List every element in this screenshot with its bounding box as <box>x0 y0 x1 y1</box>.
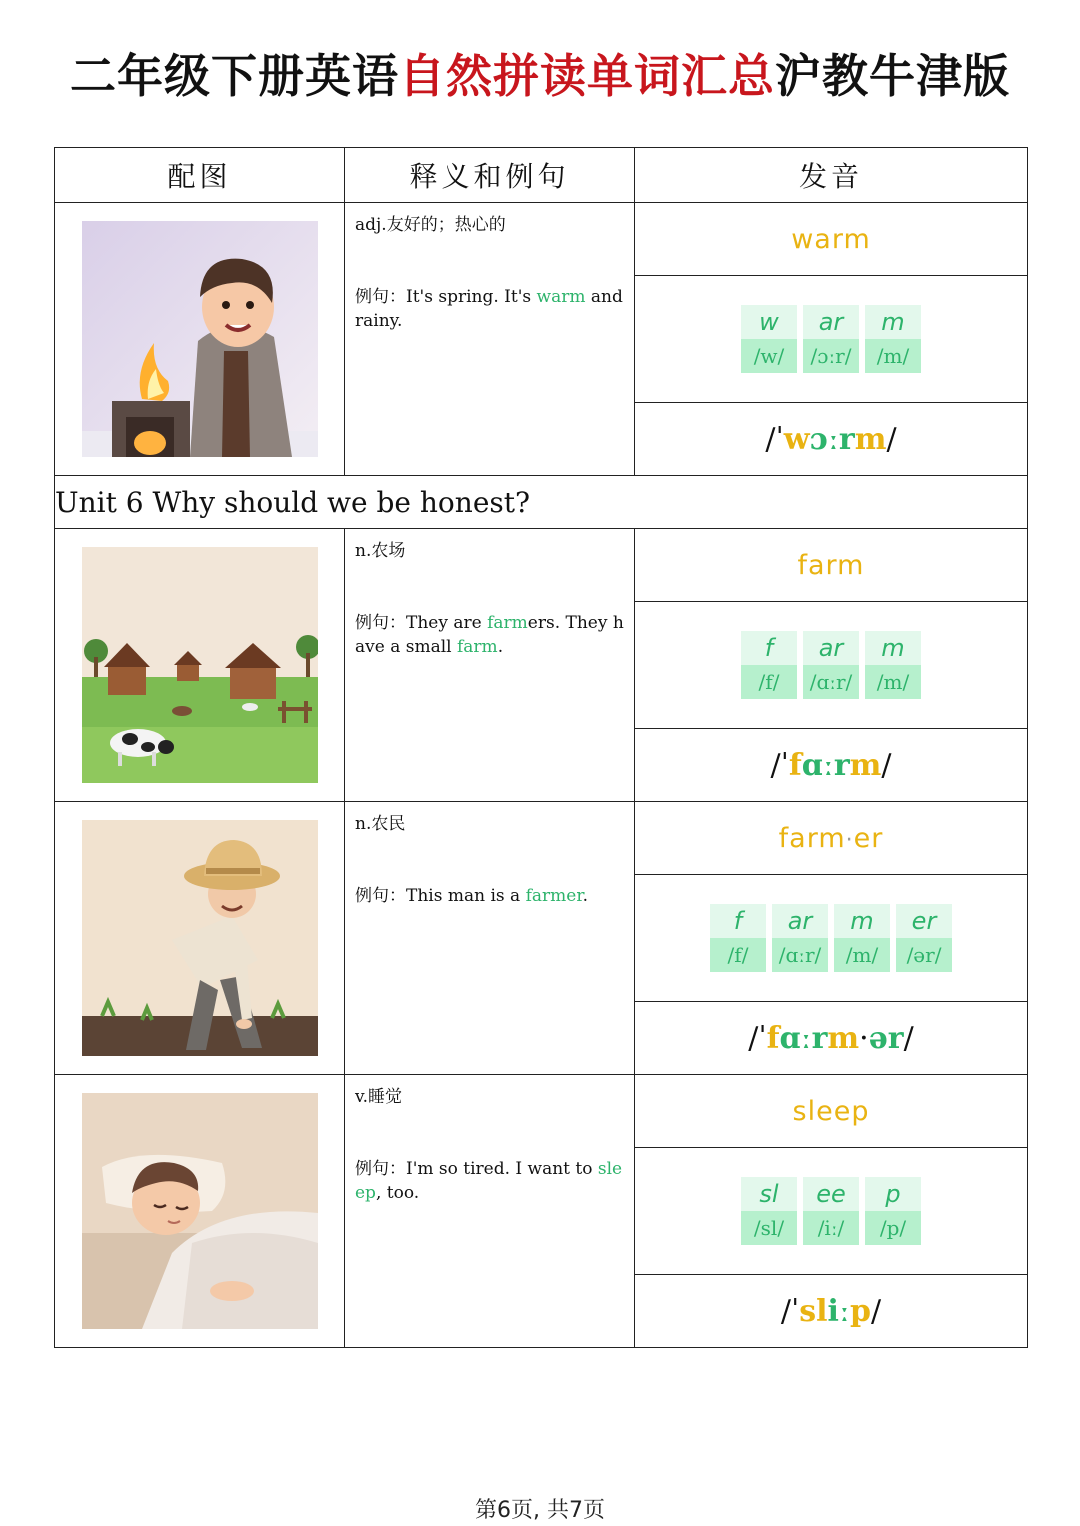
tile-letters: w <box>741 305 797 339</box>
header-image: 配图 <box>55 148 345 203</box>
ipa-part: iː <box>827 1293 851 1329</box>
entry-row <box>55 802 1028 875</box>
ipa-part: m <box>854 421 887 457</box>
ipa-part: /ˈ <box>770 747 789 783</box>
word-syllable: er <box>853 822 884 854</box>
example-prefix: 例句： <box>355 886 406 906</box>
ipa-part: ɑːr <box>801 747 850 783</box>
tile-letters: ar <box>803 305 859 339</box>
tile-letters: sl <box>741 1177 797 1211</box>
entry-row <box>55 1075 1028 1148</box>
tile-phoneme: /m/ <box>865 665 921 699</box>
example-text: They are <box>406 613 488 633</box>
example-prefix: 例句： <box>355 287 406 307</box>
title-part-2: 自然拼读单词汇总 <box>399 49 775 103</box>
ipa-part: ɑːr <box>779 1020 828 1056</box>
ipa-transcription <box>781 1294 881 1329</box>
phonics-tile <box>865 1177 921 1245</box>
meaning-text: adj.友好的；热心的 <box>355 215 506 235</box>
example-sentence <box>355 611 624 659</box>
tile-phoneme: /ɔːr/ <box>803 339 859 373</box>
example-prefix: 例句： <box>355 613 406 633</box>
tile-letters: ar <box>803 631 859 665</box>
word-spelling <box>779 823 884 854</box>
ipa-part: ɔːr <box>809 421 855 457</box>
word-cell <box>635 203 1028 276</box>
meaning-cell <box>345 802 635 1075</box>
example-highlight: farm <box>487 613 528 633</box>
meaning-cell <box>345 203 635 476</box>
ipa-part: f <box>788 747 802 783</box>
ipa-cell <box>635 729 1028 802</box>
tile-phoneme: /ɑːr/ <box>803 665 859 699</box>
example-text: and rainy. <box>355 287 623 331</box>
image-cell <box>55 1075 345 1348</box>
title-part-3: 沪教牛津版 <box>775 49 1010 103</box>
entry-row <box>55 529 1028 602</box>
word-spelling: sleep <box>792 1095 870 1127</box>
ipa-part: f <box>766 1020 780 1056</box>
example-text: It's spring. It's <box>406 287 537 307</box>
vocab-table <box>54 147 1028 1348</box>
meaning-text: n.农场 <box>355 541 406 561</box>
ipa-part: m <box>849 747 882 783</box>
image-cell <box>55 802 345 1075</box>
ipa-transcription <box>771 748 892 783</box>
phonics-tiles-cell <box>635 875 1028 1002</box>
phonics-tile <box>741 631 797 699</box>
header-meaning: 释义和例句 <box>345 148 635 203</box>
example-sentence <box>355 285 624 333</box>
phonics-tiles-cell <box>635 602 1028 729</box>
sleeping-boy-image <box>82 1093 318 1329</box>
phonics-tile <box>896 904 952 972</box>
phonics-tile <box>865 631 921 699</box>
ipa-part: /ˈ <box>780 1293 800 1329</box>
word-spelling: warm <box>791 223 871 255</box>
phonics-tiles-cell <box>635 1148 1028 1275</box>
boy-by-fire-image <box>82 221 318 457</box>
phonics-tile <box>741 1177 797 1245</box>
example-highlight: farm <box>457 637 498 657</box>
word-syllable: farm <box>778 822 846 854</box>
phonics-tile <box>803 1177 859 1245</box>
header-sound: 发音 <box>635 148 1028 203</box>
tile-letters: er <box>896 904 952 938</box>
tile-letters: p <box>865 1177 921 1211</box>
tile-letters: ee <box>803 1177 859 1211</box>
tile-letters: m <box>865 305 921 339</box>
ipa-cell <box>635 1002 1028 1075</box>
phonics-tile <box>741 305 797 373</box>
ipa-part: / <box>881 747 892 783</box>
example-text: This man is a <box>406 886 526 906</box>
tile-phoneme: /m/ <box>865 339 921 373</box>
ipa-transcription <box>748 1021 913 1056</box>
tile-letters: f <box>741 631 797 665</box>
phonics-tile <box>865 305 921 373</box>
tile-phoneme: /iː/ <box>803 1211 859 1245</box>
page-number: 第6页, 共7页 <box>475 1498 605 1523</box>
ipa-cell <box>635 1275 1028 1348</box>
ipa-part: / <box>886 421 897 457</box>
ipa-part: sl <box>799 1293 828 1329</box>
example-sentence <box>355 1157 624 1205</box>
tile-letters: ar <box>772 904 828 938</box>
tile-letters: m <box>834 904 890 938</box>
meaning-cell <box>345 529 635 802</box>
ipa-part: m <box>827 1020 860 1056</box>
ipa-part: / <box>871 1293 882 1329</box>
farmer-image <box>82 820 318 1056</box>
tile-phoneme: /ər/ <box>896 938 952 972</box>
entry-row <box>55 203 1028 276</box>
word-cell <box>635 802 1028 875</box>
farm-image <box>82 547 318 783</box>
unit-heading-row <box>55 476 1028 529</box>
ipa-part: / <box>903 1020 914 1056</box>
example-highlight: farmer <box>525 886 583 906</box>
example-highlight: warm <box>536 287 586 307</box>
image-cell <box>55 529 345 802</box>
meaning-cell <box>345 1075 635 1348</box>
word-cell <box>635 529 1028 602</box>
title-part-1: 二年级下册英语 <box>70 49 399 103</box>
example-text: . <box>497 637 504 657</box>
ipa-part: ər <box>868 1020 904 1056</box>
header-row <box>55 148 1028 203</box>
ipa-part: /ˈ <box>765 421 784 457</box>
unit-heading: Unit 6 Why should we be honest? <box>55 476 1028 529</box>
phonics-tile <box>803 631 859 699</box>
meaning-text: n.农民 <box>355 814 406 834</box>
tile-phoneme: /m/ <box>834 938 890 972</box>
phonics-tile <box>710 904 766 972</box>
phonics-tile <box>803 305 859 373</box>
ipa-part: p <box>850 1293 871 1329</box>
example-text: I'm so tired. I want to <box>406 1159 598 1179</box>
ipa-part: · <box>859 1020 869 1056</box>
tile-phoneme: /w/ <box>741 339 797 373</box>
ipa-part: /ˈ <box>748 1020 767 1056</box>
ipa-transcription <box>765 422 896 457</box>
phonics-tile <box>834 904 890 972</box>
tile-letters: f <box>710 904 766 938</box>
word-cell <box>635 1075 1028 1148</box>
example-prefix: 例句： <box>355 1159 406 1179</box>
example-highlight: sleep <box>355 1159 623 1203</box>
tile-phoneme: /f/ <box>710 938 766 972</box>
example-text: . <box>582 886 588 906</box>
example-sentence <box>355 884 624 908</box>
tile-phoneme: /sl/ <box>741 1211 797 1245</box>
syllable-dot: · <box>845 827 854 853</box>
ipa-cell <box>635 403 1028 476</box>
image-cell <box>55 203 345 476</box>
meaning-text: v.睡觉 <box>355 1087 402 1107</box>
tile-phoneme: /f/ <box>741 665 797 699</box>
example-text: , too. <box>375 1183 420 1203</box>
phonics-tiles-cell <box>635 276 1028 403</box>
ipa-part: w <box>783 421 810 457</box>
phonics-tile <box>772 904 828 972</box>
example-text: ers. They have a small <box>355 613 624 657</box>
tile-letters: m <box>865 631 921 665</box>
tile-phoneme: /p/ <box>865 1211 921 1245</box>
page-title <box>0 40 1080 106</box>
tile-phoneme: /ɑːr/ <box>772 938 828 972</box>
word-spelling: farm <box>797 549 865 581</box>
